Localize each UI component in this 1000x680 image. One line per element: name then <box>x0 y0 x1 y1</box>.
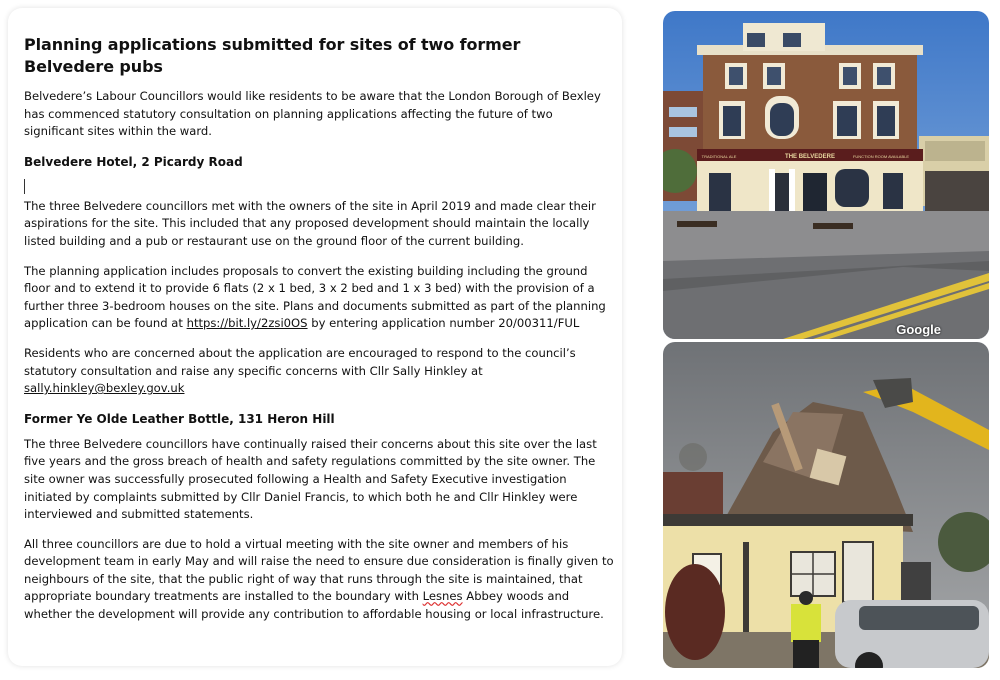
article-body <box>16 34 614 636</box>
paragraph-concerns: The three Belvedere councillors have continually raised their concerns about this site over the last five years and the gross breach of health and safety regulations committed by the site owner. The site owner was successfully prosecuted following a Health and Safety Executive investigation initiated by complaints submitted by Cllr Daniel Francis, to which both he and Cllr Hinkley were interviewed and submitted statements. <box>24 436 597 522</box>
paragraph-planning-application <box>24 263 614 333</box>
pub-sign-right: FUNCTION ROOM AVAILABLE <box>852 154 910 159</box>
paragraph-virtual-meeting <box>24 536 614 624</box>
belvedere-hotel-photo <box>663 11 989 339</box>
planning-text-end: by entering application number 20/00311/FUL <box>307 316 580 331</box>
leather-bottle-demolition-photo <box>663 342 989 668</box>
paragraph-meeting: The three Belvedere councillors met with the owners of the site in April 2019 and made clear their aspirations for the site. This included that any proposed development should maintain the locally listed building and a pub or restaurant use on the ground floor of the current building. <box>24 198 596 248</box>
belvedere-hotel-illustration <box>663 11 989 339</box>
intro-paragraph: Belvedere’s Labour Councillors would like residents to be aware that the London Borough of Bexley has commenced statutory consultation on planning applications affecting the future of two significant sites within the ward. <box>24 89 601 139</box>
planning-text: The planning application includes proposals to convert the existing building including the ground floor and to extend it to provide 6 flats (2 x 1 bed, 3 x 2 bed and 1 x 3 bed) with the provision of a further three 3-bedroom houses on the site. Plans and documents submitted as part of the planning application can be found at <box>24 263 606 331</box>
text-cursor <box>24 179 25 194</box>
residents-text: Residents who are concerned about the application are encouraged to respond to the council’s statutory consultation and raise any specific concerns with Cllr Sally Hinkley at <box>24 345 576 378</box>
meeting-text: All three councillors are due to hold a virtual meeting with the site owner and members of his development team in early May and will raise the need to ensure due consideration is finally given to neighbours of the site, that the public right of way that runs through the site is maintained, that appropriate boundary treatments are installed to the boundary with <box>24 536 614 604</box>
planning-link[interactable]: https://bit.ly/2zsi0OS <box>186 316 308 331</box>
pub-sign: THE BELVEDERE <box>785 154 835 160</box>
paragraph-residents <box>24 345 614 398</box>
article-title: Planning applications submitted for sites of two former Belvedere pubs <box>24 35 521 76</box>
document-card <box>8 8 622 666</box>
pub-sign-left: TRADITIONAL ALE <box>701 154 737 159</box>
misspelled-word: Lesnes <box>422 589 463 604</box>
section-heading-belvedere-hotel: Belvedere Hotel, 2 Picardy Road <box>24 154 243 169</box>
demolition-illustration <box>663 342 989 668</box>
section-heading-leather-bottle: Former Ye Olde Leather Bottle, 131 Heron Hill <box>24 411 335 426</box>
google-watermark: Google <box>896 322 941 337</box>
meeting-text-end: Abbey woods and whether the development will provide any contribution to affordable housing or local infrastructure. <box>24 589 604 622</box>
email-link[interactable]: sally.hinkley@bexley.gov.uk <box>24 381 185 396</box>
